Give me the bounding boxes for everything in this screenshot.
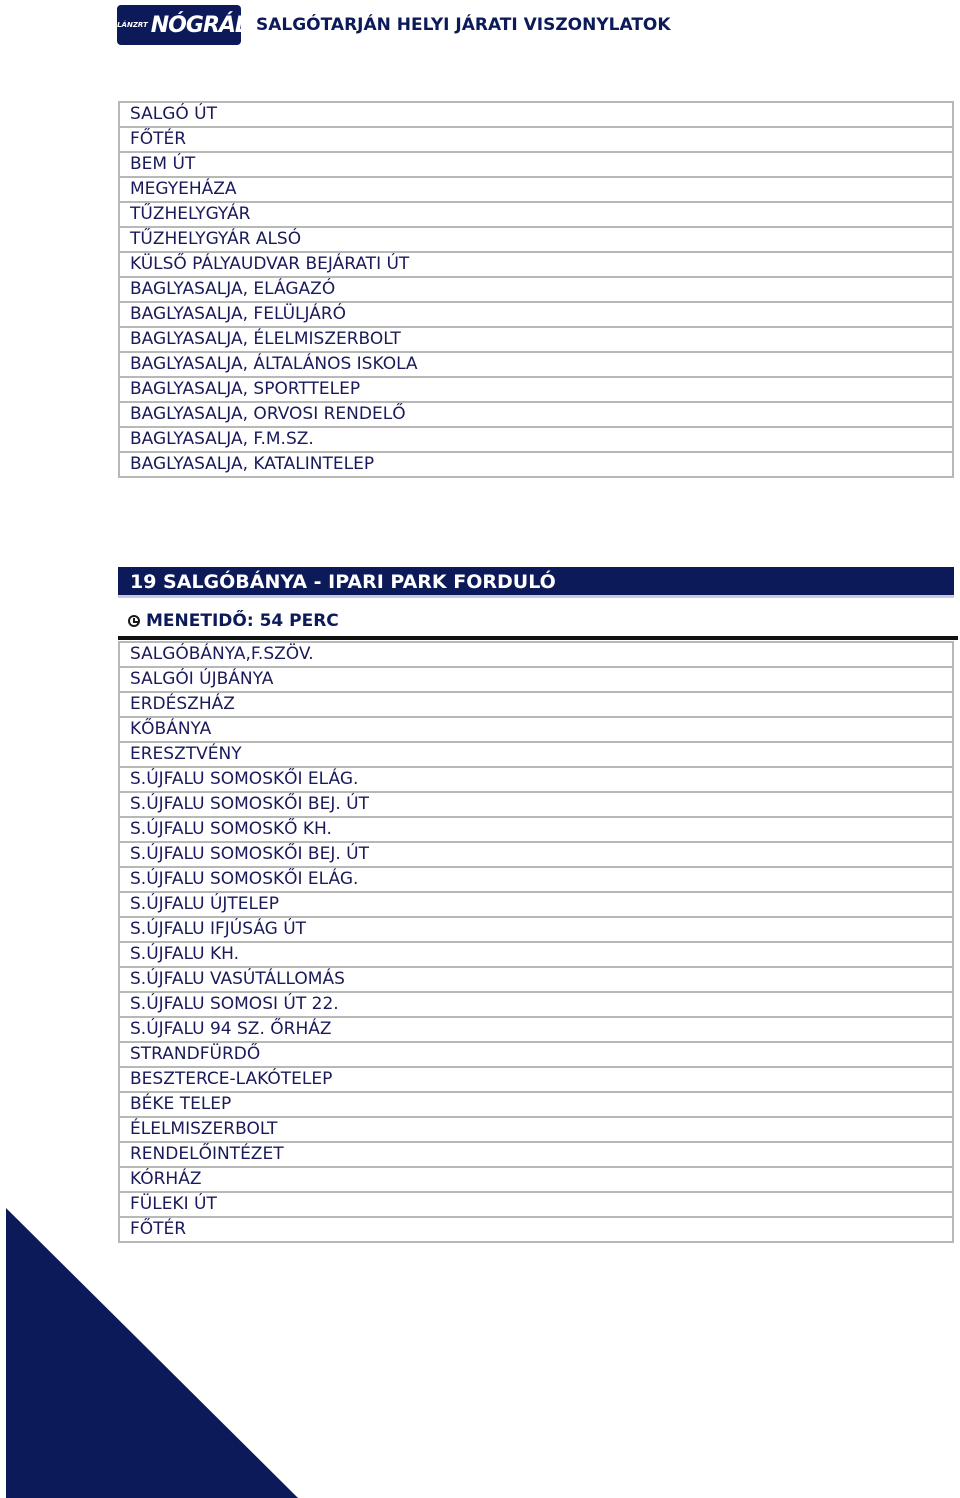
stop-name: S.ÚJFALU IFJÚSÁG ÚT: [119, 917, 953, 942]
stop-row: [119, 967, 953, 992]
stop-row: [119, 327, 953, 352]
stop-name: FÜLEKI ÚT: [119, 1192, 953, 1217]
stop-name: BAGLYASALJA, ELÁGAZÓ: [119, 277, 953, 302]
stop-name: BESZTERCE-LAKÓTELEP: [119, 1067, 953, 1092]
page-number: 17: [52, 1356, 126, 1424]
stop-row: [119, 302, 953, 327]
stop-row: [119, 202, 953, 227]
stop-row: [119, 452, 953, 477]
section-divider: [118, 636, 958, 640]
stop-name: S.ÚJFALU SOMOSKŐI BEJ. ÚT: [119, 842, 953, 867]
route-runtime: [128, 611, 339, 631]
stop-name: SALGÓ ÚT: [119, 102, 953, 127]
stop-row: [119, 867, 953, 892]
stop-name: RENDELŐINTÉZET: [119, 1142, 953, 1167]
stop-row: [119, 227, 953, 252]
stop-row: [119, 1117, 953, 1142]
page-header-title: SALGÓTARJÁN HELYI JÁRATI VISZONYLATOK: [256, 15, 671, 35]
stop-name: ERESZTVÉNY: [119, 742, 953, 767]
stop-row: [119, 767, 953, 792]
stop-name: TŰZHELYGYÁR ALSÓ: [119, 227, 953, 252]
stop-name: SALGÓBÁNYA,F.SZÖV.: [119, 642, 953, 667]
stop-row: [119, 377, 953, 402]
stop-name: BAGLYASALJA, KATALINTELEP: [119, 452, 953, 477]
stop-row: [119, 717, 953, 742]
stops-table-previous-route: [118, 101, 954, 478]
stop-name: KÜLSŐ PÁLYAUDVAR BEJÁRATI ÚT: [119, 252, 953, 277]
stop-name: BAGLYASALJA, ORVOSI RENDELŐ: [119, 402, 953, 427]
stop-name: S.ÚJFALU SOMOSKŐ KH.: [119, 817, 953, 842]
stop-row: [119, 817, 953, 842]
stop-name: SALGÓI ÚJBÁNYA: [119, 667, 953, 692]
stop-row: [119, 102, 953, 127]
stop-row: [119, 692, 953, 717]
stop-row: [119, 942, 953, 967]
stop-row: [119, 152, 953, 177]
stop-row: [119, 1167, 953, 1192]
stop-row: [119, 252, 953, 277]
corner-decoration: [0, 1190, 320, 1498]
stop-name: TŰZHELYGYÁR: [119, 202, 953, 227]
stop-name: S.ÚJFALU SOMOSKŐI BEJ. ÚT: [119, 792, 953, 817]
stop-name: BAGLYASALJA, F.M.SZ.: [119, 427, 953, 452]
stop-name: S.ÚJFALU SOMOSKŐI ELÁG.: [119, 867, 953, 892]
clock-icon: [128, 615, 140, 627]
stop-row: [119, 1042, 953, 1067]
corner-triangle: [6, 1208, 298, 1498]
stop-row: [119, 1017, 953, 1042]
stop-row: [119, 1142, 953, 1167]
stop-name: ÉLELMISZERBOLT: [119, 1117, 953, 1142]
stop-name: STRANDFÜRDŐ: [119, 1042, 953, 1067]
stop-name: ERDÉSZHÁZ: [119, 692, 953, 717]
stop-row: [119, 352, 953, 377]
stop-row: [119, 892, 953, 917]
stop-name: KŐBÁNYA: [119, 717, 953, 742]
stop-name: S.ÚJFALU 94 SZ. ŐRHÁZ: [119, 1017, 953, 1042]
stop-row: [119, 402, 953, 427]
stop-row: [119, 127, 953, 152]
stop-row: [119, 667, 953, 692]
logo-small-text: VOLÁNZRT: [105, 21, 148, 29]
stop-row: [119, 742, 953, 767]
stop-name: KÓRHÁZ: [119, 1167, 953, 1192]
route-title-banner: 19 SALGÓBÁNYA - IPARI PARK FORDULÓ: [118, 567, 954, 598]
stop-name: S.ÚJFALU ÚJTELEP: [119, 892, 953, 917]
stop-name: FŐTÉR: [119, 127, 953, 152]
stop-name: S.ÚJFALU SOMOSKŐI ELÁG.: [119, 767, 953, 792]
stop-name: BÉKE TELEP: [119, 1092, 953, 1117]
stop-row: [119, 917, 953, 942]
stop-name: S.ÚJFALU SOMOSI ÚT 22.: [119, 992, 953, 1017]
stop-name: BAGLYASALJA, SPORTTELEP: [119, 377, 953, 402]
stop-name: BEM ÚT: [119, 152, 953, 177]
stop-row: [119, 1067, 953, 1092]
stop-row: [119, 177, 953, 202]
route-runtime-text: MENETIDŐ: 54 PERC: [146, 611, 339, 631]
stop-row: [119, 642, 953, 667]
logo-main-text: NÓGRÁD: [150, 12, 253, 38]
stop-row: [119, 842, 953, 867]
stop-name: BAGLYASALJA, ÁLTALÁNOS ISKOLA: [119, 352, 953, 377]
stop-name: FŐTÉR: [119, 1217, 953, 1242]
stop-row: [119, 992, 953, 1017]
stop-name: S.ÚJFALU KH.: [119, 942, 953, 967]
stop-row: [119, 277, 953, 302]
stop-row: [119, 792, 953, 817]
stops-table-route-19: [118, 641, 954, 1243]
stop-row: [119, 1092, 953, 1117]
stop-name: S.ÚJFALU VASÚTÁLLOMÁS: [119, 967, 953, 992]
stop-name: BAGLYASALJA, ÉLELMISZERBOLT: [119, 327, 953, 352]
stop-row: [119, 427, 953, 452]
stop-name: MEGYEHÁZA: [119, 177, 953, 202]
stop-name: BAGLYASALJA, FELÜLJÁRÓ: [119, 302, 953, 327]
company-logo: [105, 5, 253, 45]
